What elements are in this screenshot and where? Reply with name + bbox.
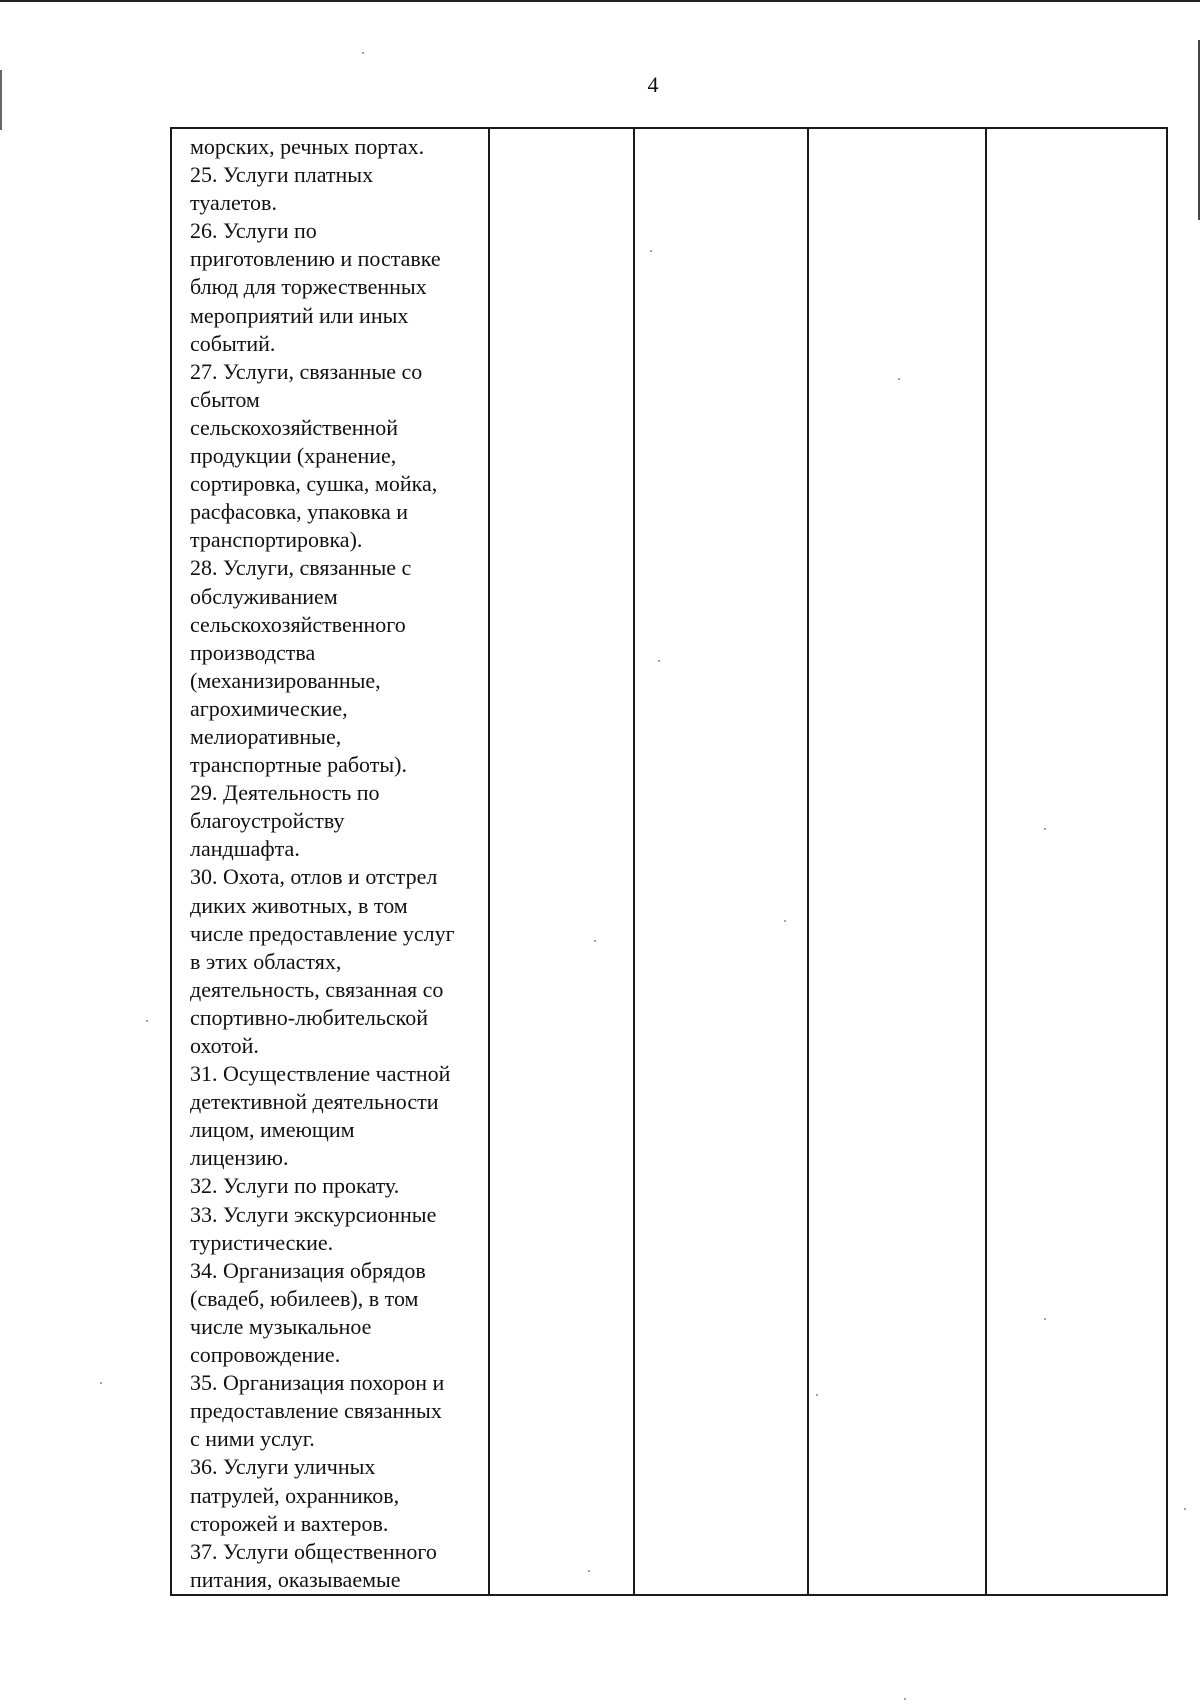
service-text-line: 34. Организация обрядов: [190, 1257, 426, 1283]
service-text-line: 25. Услуги платных: [190, 162, 374, 188]
service-text-line: предоставление связанных: [190, 1398, 442, 1424]
service-text-line: 31. Осуществление частной: [190, 1061, 451, 1087]
services-list-cell: [171, 128, 489, 1595]
service-text-line: (свадеб, юбилеев), в том: [190, 1285, 419, 1311]
scan-speck: [146, 1020, 148, 1022]
service-text-line: числе музыкальное: [190, 1313, 372, 1339]
service-text-line: 26. Услуги по: [190, 218, 317, 244]
service-text-line: туалетов.: [190, 190, 277, 216]
service-text-line: патрулей, охранников,: [190, 1482, 400, 1508]
service-text-line: 27. Услуги, связанные со: [190, 358, 423, 384]
empty-cell-5: [986, 128, 1167, 1595]
service-text-line: мероприятий или иных: [190, 302, 409, 328]
scan-speck: [588, 1570, 590, 1572]
scan-speck: [362, 52, 364, 54]
scan-speck: [650, 250, 652, 252]
empty-cell-3: [634, 128, 808, 1595]
services-table: [170, 127, 1168, 1596]
service-text-line: расфасовка, упаковка и: [190, 499, 408, 525]
service-text-line: продукции (хранение,: [190, 443, 397, 469]
scan-speck: [904, 1698, 906, 1700]
service-text-line: 28. Услуги, связанные с: [190, 555, 412, 581]
service-text-line: мелиоративные,: [190, 723, 342, 749]
service-text-line: сбытом: [190, 386, 260, 412]
service-text-line: 32. Услуги по прокату.: [190, 1173, 400, 1199]
service-text-line: 36. Услуги уличных: [190, 1454, 376, 1480]
service-text-line: лицензию.: [190, 1145, 289, 1171]
service-text-line: (механизированные,: [190, 667, 381, 693]
service-text-line: сельскохозяйственного: [190, 611, 406, 637]
service-text-line: производства: [190, 639, 316, 665]
scan-speck: [1184, 1508, 1186, 1510]
service-text-line: в этих областях,: [190, 948, 342, 974]
service-text-line: лицом, имеющим: [190, 1117, 355, 1143]
service-text-line: сортировка, сушка, мойка,: [190, 471, 438, 497]
empty-cell-4: [808, 128, 986, 1595]
scan-speck: [1044, 828, 1046, 830]
service-text-line: 29. Деятельность по: [190, 780, 380, 806]
scan-speck: [1044, 1318, 1046, 1320]
service-text-line: транспортировка).: [190, 527, 363, 553]
service-text-line: агрохимические,: [190, 695, 348, 721]
service-text-line: морских, речных портах.: [190, 134, 425, 159]
service-text-line: питания, оказываемые: [190, 1566, 401, 1592]
service-text-line: диких животных, в том: [190, 892, 408, 918]
page-number: 4: [647, 72, 659, 97]
service-text-line: охотой.: [190, 1033, 259, 1058]
services-list: [190, 133, 482, 1594]
service-text-line: событий.: [190, 330, 276, 356]
empty-cell-2: [489, 128, 634, 1595]
service-text-line: благоустройству: [190, 808, 345, 834]
scan-edge-top: [0, 0, 1200, 2]
service-text-line: 37. Услуги общественного: [190, 1538, 437, 1564]
scan-speck: [784, 920, 786, 922]
scan-speck: [100, 1382, 102, 1384]
scan-speck: [594, 940, 596, 942]
scan-speck: [816, 1394, 818, 1396]
service-text-line: ландшафта.: [190, 836, 300, 862]
service-text-line: сопровождение.: [190, 1342, 341, 1368]
service-text-line: 30. Охота, отлов и отстрел: [190, 864, 438, 890]
service-text-line: 33. Услуги экскурсионные: [190, 1201, 437, 1227]
service-text-line: блюд для торжественных: [190, 274, 427, 300]
service-text-line: транспортные работы).: [190, 752, 407, 778]
table-row: [171, 128, 1167, 1595]
service-text-line: сельскохозяйственной: [190, 414, 399, 440]
service-text-line: с ними услуг.: [190, 1426, 315, 1452]
service-text-line: 35. Организация похорон и: [190, 1370, 445, 1396]
service-text-line: деятельность, связанная со: [190, 976, 444, 1002]
scan-speck: [658, 660, 660, 662]
service-text-line: детективной деятельности: [190, 1089, 439, 1115]
service-text-line: обслуживанием: [190, 583, 338, 609]
service-text-line: числе предоставление услуг: [190, 920, 455, 946]
service-text-line: туристические.: [190, 1229, 334, 1255]
service-text-line: спортивно-любительской: [190, 1004, 429, 1030]
scan-speck: [898, 378, 900, 380]
service-text-line: приготовлению и поставке: [190, 246, 441, 272]
service-text-line: сторожей и вахтеров.: [190, 1510, 389, 1536]
